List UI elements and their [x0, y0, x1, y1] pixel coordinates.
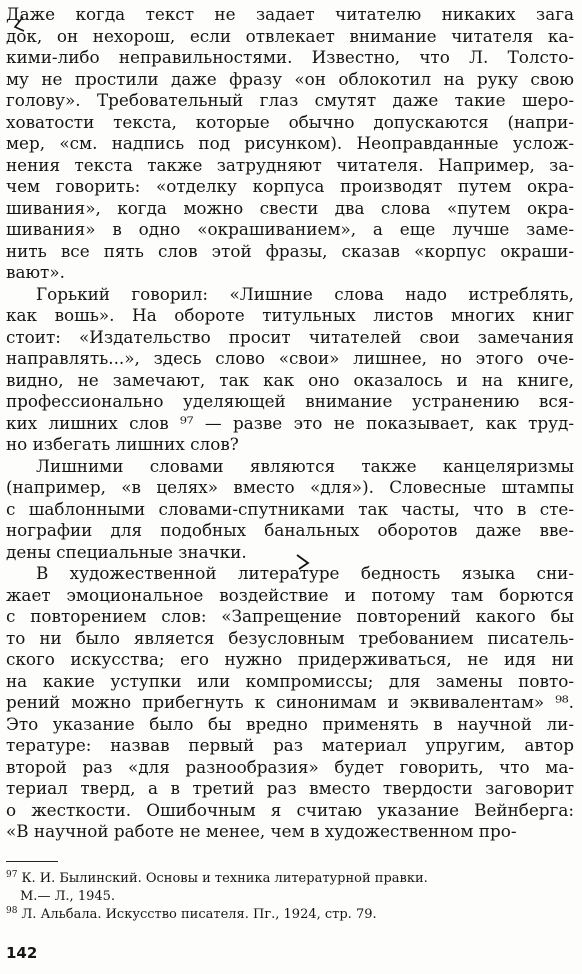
text-line: то ни было является безусловным требованием писатель- — [6, 627, 574, 648]
text-line: чем говорить: «отделку корпуса производят путем окра- — [6, 176, 574, 196]
footnote — [6, 870, 574, 888]
text-line: ких лишних слов ⁹⁷ — разве это не показывает, как труд- — [6, 412, 574, 433]
text-line: дены специальные значки. — [6, 541, 247, 562]
footnote-text: Л. Альбала. Искусство писателя. Пг., 1924, стр. 79. — [21, 907, 377, 922]
text-line: с повторением слов: «Запрещение повторений какого бы — [6, 606, 574, 626]
text-line: рений можно прибегнуть к синонимам и эквивалентам» ⁹⁸. — [6, 692, 574, 712]
text-line: нографии для подобных банальных оборотов даже вве- — [6, 520, 574, 540]
text-line: второй раз «для разнообразия» будет говорить, что ма- — [6, 756, 574, 777]
paragraph — [6, 4, 574, 284]
text-line: териал тверд, а в третий раз вместо твердости заговорит — [6, 778, 574, 798]
text-line: с шаблонными словами-спутниками так часты, что в сте- — [6, 498, 574, 519]
text-line: Это указание было бы вредно применять в научной ли- — [6, 713, 574, 734]
text-line: му не простили даже фразу «он облокотил на руку свою — [6, 68, 574, 89]
text-line: как вошь». На обороте титульных листов многих книг — [6, 305, 574, 325]
footnote-marker: 97 — [6, 869, 18, 880]
text-line: Лишними словами являются также канцеляризмы — [36, 455, 574, 476]
footnote-marker: 98 — [6, 905, 18, 916]
text-line: кими-либо неправильностями. Известно, что Л. Толсто- — [6, 47, 574, 67]
text-line: видно, не замечают, так как оно оказалось и на книге, — [6, 369, 574, 390]
footnote-text: К. И. Былинский. Основы и техника литературной правки. — [21, 871, 428, 886]
page-number: 142 — [6, 944, 38, 962]
paragraph — [6, 563, 574, 843]
footnote-continuation: М.— Л., 1945. — [20, 889, 116, 904]
handwritten-chevron-mark — [294, 553, 312, 573]
text-line: голову». Требовательный глаз смутят даже такие шеро- — [6, 90, 574, 110]
text-line: мер, «см. надпись под рисунком). Неоправданные услож- — [6, 133, 574, 153]
footnote — [6, 906, 574, 924]
text-line: на какие уступки или компромиссы; для замены повто- — [6, 670, 574, 691]
text-line: шивания» в одно «окрашиванием», а еще лучше замe- — [6, 219, 574, 239]
text-line: тературе: назвав первый раз материал упругим, автор — [6, 735, 574, 755]
text-line: нения текста также затрудняют читателя. Например, за- — [6, 154, 574, 175]
text-line: В художественной литературе бедность языка сни- — [36, 563, 574, 583]
body-text — [6, 4, 574, 843]
text-line: Горький говорил: «Лишние слова надо истреблять, — [36, 283, 574, 304]
text-line: «В научной работе не менее, чем в художественном про- — [6, 821, 517, 841]
text-line: док, он нехорош, если отвлекает внимание читателя ка- — [6, 25, 574, 46]
text-line: профессионально уделяющей внимание устранению вся- — [6, 391, 574, 411]
text-line: (например, «в целях» вместо «для»). Словесные штампы — [6, 477, 574, 497]
text-line: но избегать лишних слов? — [6, 434, 239, 454]
paragraph — [6, 284, 574, 456]
text-line: стоит: «Издательство просит читателей свои замечания — [6, 326, 574, 347]
text-line: о жесткости. Ошибочным я считаю указание Вейнберга: — [6, 799, 574, 820]
text-line: жает эмоциональное воздействие и потому там борются — [6, 584, 574, 605]
text-line: ского искусства; его нужно придерживаться, не идя ни — [6, 649, 574, 669]
text-line: нить все пять слов этой фразы, сказав «корпус окраши- — [6, 240, 574, 261]
text-line: направлять...», здесь слово «свои» лишнее, но этого оче- — [6, 348, 574, 368]
text-line: вают». — [6, 262, 65, 282]
footnotes — [6, 870, 574, 924]
footnote-rule — [6, 861, 58, 862]
text-line: шивания», когда можно свести два слова «путем окра- — [6, 197, 574, 218]
text-line: Даже когда текст не задает читателю никаких зага — [6, 4, 574, 24]
paragraph — [6, 456, 574, 564]
text-line: ховатости текста, которые обычно допускаются (напри- — [6, 111, 574, 132]
